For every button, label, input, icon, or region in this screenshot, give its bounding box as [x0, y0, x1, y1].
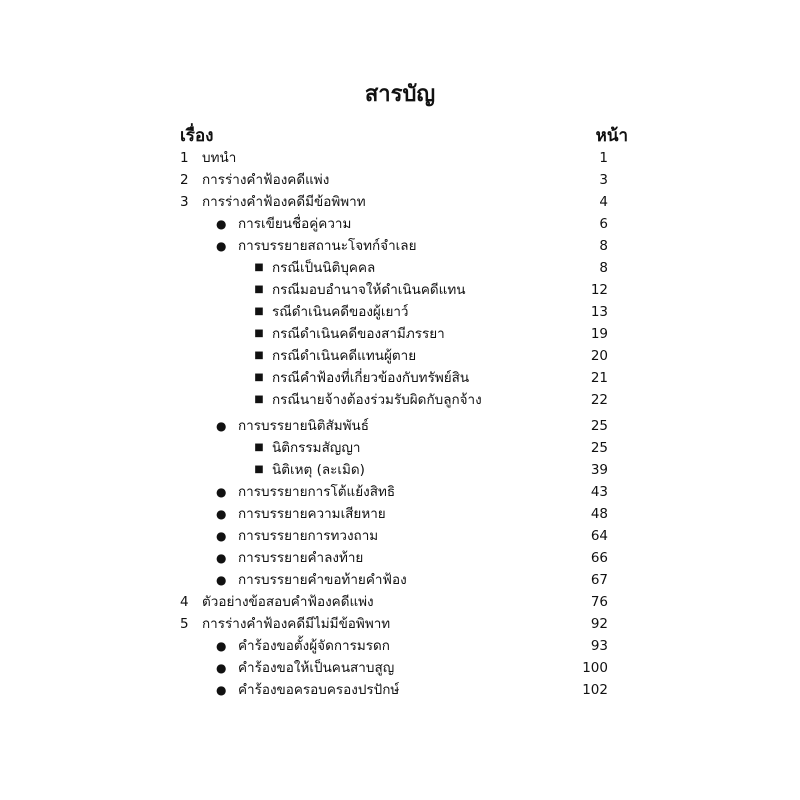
- square-bullet-icon: ■: [254, 350, 264, 361]
- page-number: 64: [590, 528, 608, 544]
- entry-title: คำร้องขอครอบครองปรปักษ์: [238, 682, 400, 698]
- chapter-number: 3: [180, 194, 189, 210]
- toc-entry-subsection: [172, 257, 612, 279]
- page-number: 21: [590, 370, 608, 386]
- toc-entry-subsection: [172, 367, 612, 389]
- toc-entry-subsection: [172, 389, 612, 411]
- page-number: 13: [590, 304, 608, 320]
- page-number: 6: [599, 216, 608, 232]
- entry-title: การร่างคำฟ้องคดีมีข้อพิพาท: [202, 194, 366, 210]
- page-number: 93: [590, 638, 608, 654]
- entry-title: ตัวอย่างข้อสอบคำฟ้องคดีแพ่ง: [202, 594, 374, 610]
- page-number: 102: [582, 682, 608, 698]
- page-number: 20: [590, 348, 608, 364]
- toc-entry-section: [172, 213, 612, 235]
- entry-title: การบรรยายการทวงถาม: [238, 528, 379, 544]
- round-bullet-icon: ●: [216, 217, 227, 231]
- toc-entry-chapter: [172, 147, 612, 169]
- square-bullet-icon: ■: [254, 306, 264, 317]
- round-bullet-icon: ●: [216, 573, 227, 587]
- round-bullet-icon: ●: [216, 551, 227, 565]
- entry-title: รณีดำเนินคดีของผู้เยาว์: [272, 304, 409, 320]
- round-bullet-icon: ●: [216, 485, 227, 499]
- subject-column-header: เรื่อง: [180, 126, 214, 146]
- entry-title: กรณีดำเนินคดีแทนผู้ตาย: [272, 348, 417, 364]
- round-bullet-icon: ●: [216, 639, 227, 653]
- toc-entry-section: [172, 547, 612, 569]
- square-bullet-icon: ■: [254, 262, 264, 273]
- square-bullet-icon: ■: [254, 372, 264, 383]
- page-number: 92: [590, 616, 608, 632]
- page-number: 1: [599, 150, 608, 166]
- page-number: 19: [590, 326, 608, 342]
- page-number: 25: [590, 440, 608, 456]
- page-title: สารบัญ: [364, 82, 436, 107]
- toc-entry-chapter: [172, 591, 612, 613]
- entry-title: การบรรยายคำลงท้าย: [238, 550, 364, 566]
- entry-title: นิติเหตุ (ละเมิด): [272, 462, 365, 478]
- square-bullet-icon: ■: [254, 328, 264, 339]
- toc-entry-chapter: [172, 169, 612, 191]
- toc-entry-subsection: [172, 459, 612, 481]
- round-bullet-icon: ●: [216, 529, 227, 543]
- page-number: 12: [590, 282, 608, 298]
- entry-title: การบรรยายการโต้แย้งสิทธิ: [238, 484, 396, 500]
- toc-entry-section: [172, 525, 612, 547]
- entry-title: กรณีนายจ้างต้องร่วมรับผิดกับลูกจ้าง: [272, 392, 482, 408]
- page-number: 8: [599, 238, 608, 254]
- chapter-number: 1: [180, 150, 189, 166]
- table-of-contents: [172, 147, 612, 701]
- entry-title: การเขียนชื่อคู่ความ: [238, 216, 352, 232]
- toc-entry-section: [172, 235, 612, 257]
- entry-title: คำร้องขอตั้งผู้จัดการมรดก: [238, 638, 390, 654]
- toc-entry-section: [172, 679, 612, 701]
- toc-entry-section: [172, 569, 612, 591]
- entry-title: กรณีคำฟ้องที่เกี่ยวข้องกับทรัพย์สิน: [272, 370, 470, 386]
- chapter-number: 2: [180, 172, 189, 188]
- page-number: 3: [599, 172, 608, 188]
- square-bullet-icon: ■: [254, 394, 264, 405]
- square-bullet-icon: ■: [254, 442, 264, 453]
- toc-entry-section: [172, 481, 612, 503]
- round-bullet-icon: ●: [216, 661, 227, 675]
- square-bullet-icon: ■: [254, 284, 264, 295]
- entry-title: บทนำ: [202, 150, 237, 166]
- entry-title: การร่างคำฟ้องคดีมีไม่มีข้อพิพาท: [202, 616, 391, 632]
- square-bullet-icon: ■: [254, 464, 264, 475]
- entry-title: การร่างคำฟ้องคดีแพ่ง: [202, 172, 330, 188]
- round-bullet-icon: ●: [216, 419, 227, 433]
- page-number: 48: [590, 506, 608, 522]
- toc-entry-subsection: [172, 279, 612, 301]
- toc-entry-section: [172, 657, 612, 679]
- entry-title: การบรรยายสถานะโจทก์จำเลย: [238, 238, 417, 254]
- page-number: 4: [599, 194, 608, 210]
- entry-title: กรณีเป็นนิติบุคคล: [272, 260, 376, 276]
- page-number: 100: [582, 660, 608, 676]
- entry-title: คำร้องขอให้เป็นคนสาบสูญ: [238, 660, 395, 676]
- page-column-header: หน้า: [595, 126, 628, 146]
- page-number: 67: [590, 572, 608, 588]
- chapter-number: 4: [180, 594, 189, 610]
- toc-entry-subsection: [172, 437, 612, 459]
- chapter-number: 5: [180, 616, 189, 632]
- page-number: 66: [590, 550, 608, 566]
- page-number: 25: [590, 418, 608, 434]
- page-number: 39: [590, 462, 608, 478]
- toc-entry-chapter: [172, 191, 612, 213]
- entry-title: นิติกรรมสัญญา: [272, 440, 361, 456]
- page-number: 8: [599, 260, 608, 276]
- round-bullet-icon: ●: [216, 683, 227, 697]
- toc-entry-subsection: [172, 323, 612, 345]
- toc-entry-section: [172, 415, 612, 437]
- entry-title: การบรรยายนิติสัมพันธ์: [238, 418, 369, 434]
- round-bullet-icon: ●: [216, 507, 227, 521]
- toc-entry-chapter: [172, 613, 612, 635]
- toc-entry-subsection: [172, 301, 612, 323]
- page-number: 22: [590, 392, 608, 408]
- page-number: 76: [590, 594, 608, 610]
- round-bullet-icon: ●: [216, 239, 227, 253]
- toc-entry-subsection: [172, 345, 612, 367]
- page-number: 43: [590, 484, 608, 500]
- entry-title: กรณีดำเนินคดีของสามีภรรยา: [272, 326, 445, 342]
- toc-entry-section: [172, 503, 612, 525]
- entry-title: การบรรยายความเสียหาย: [238, 506, 386, 522]
- entry-title: การบรรยายคำขอท้ายคำฟ้อง: [238, 572, 407, 588]
- toc-entry-section: [172, 635, 612, 657]
- entry-title: กรณีมอบอำนาจให้ดำเนินคดีแทน: [272, 282, 466, 298]
